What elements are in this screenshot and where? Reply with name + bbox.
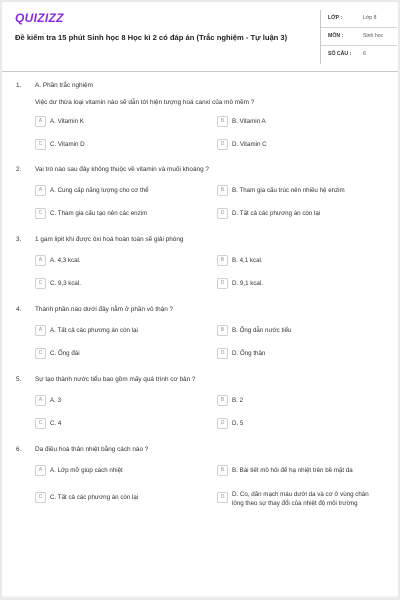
question-number: 4. — [16, 306, 22, 313]
option-letter-box: C — [35, 492, 46, 503]
question-text: Da điều hoà thân nhiệt bằng cách nào ? — [35, 446, 149, 453]
question-text: 1 gam lipit khi được ôxi hoá hoàn toàn sẽ giải phóng — [35, 236, 184, 243]
option-letter-box: B — [217, 325, 228, 336]
option-text: B. Ống dẫn nước tiểu — [232, 327, 292, 334]
meta-count-value: 6 — [363, 51, 366, 57]
option-letter-box: C — [35, 139, 46, 150]
option-text: A. Lớp mỡ giúp cách nhiệt — [50, 467, 123, 474]
option-letter-box: A — [35, 116, 46, 127]
option-letter-box: B — [217, 395, 228, 406]
option-letter-box: B — [217, 116, 228, 127]
meta-subject-value: Sinh học — [363, 33, 384, 39]
option-text: B. 2 — [232, 397, 244, 404]
question-subtext: Việc dư thừa loại vitamin nào sẽ dẫn tới hiện tượng hoá canxi của mô mềm ? — [35, 99, 255, 106]
option-letter-box: A — [35, 465, 46, 476]
option-letter-box: A — [35, 325, 46, 336]
meta-class-label: LỚP : — [328, 15, 343, 21]
option-letter-box: B — [217, 465, 228, 476]
option-letter-box: A — [35, 395, 46, 406]
option-letter-box: A — [35, 255, 46, 266]
worksheet-page — [2, 2, 398, 598]
option-letter-box: B — [217, 185, 228, 196]
option-letter-box: D — [217, 278, 228, 289]
option-text: C. Ống đái — [50, 350, 80, 357]
option-text: D. Tất cả các phương án còn lại — [232, 210, 321, 217]
meta-subject — [321, 28, 397, 44]
option-letter-box: D — [217, 492, 228, 503]
option-text: C. 4 — [50, 420, 62, 427]
option-text: C. Tham gia cấu tạo nên các enzim — [50, 210, 148, 217]
option-letter-box: D — [217, 418, 228, 429]
question-number: 2. — [16, 166, 22, 173]
option-text: A. 3 — [50, 397, 62, 404]
option-letter-box: C — [35, 418, 46, 429]
question-text: Vai trò nào sau đây không thuộc về vitamin và muối khoáng ? — [35, 166, 209, 173]
option-text: D. Vitamin C — [232, 141, 267, 148]
option-text: B. Bài tiết mồ hôi để hạ nhiệt trên bề mặt da — [232, 467, 353, 474]
meta-box — [320, 10, 396, 64]
option-letter-box: B — [217, 255, 228, 266]
option-text: D. 5 — [232, 420, 244, 427]
option-text: C. Tất cả các phương án còn lại — [50, 494, 139, 501]
option-text: B. 4,1 kcal. — [232, 257, 263, 264]
option-text: C. Vitamin D — [50, 141, 85, 148]
option-text: B. Tham gia cấu trúc nên nhiều hệ enzim — [232, 187, 345, 194]
question-text: Sự tạo thành nước tiểu bao gồm mấy quá trình cơ bản ? — [35, 376, 196, 383]
option-letter-box: D — [217, 139, 228, 150]
page-title: Đề kiểm tra 15 phút Sinh học 8 Học kì 2 có đáp án (Trắc nghiệm - Tự luận 3) — [15, 33, 288, 42]
option-letter-box: D — [217, 348, 228, 359]
option-letter-box: C — [35, 348, 46, 359]
worksheet-header — [2, 2, 398, 72]
meta-count-label: SỐ CÂU : — [328, 51, 352, 57]
meta-count — [321, 46, 397, 62]
question-number: 5. — [16, 376, 22, 383]
option-text: A. Cung cấp năng lượng cho cơ thể — [50, 187, 149, 194]
option-text: B. Vitamin A — [232, 118, 266, 125]
option-letter-box: D — [217, 208, 228, 219]
question-number: 1. — [16, 82, 22, 89]
option-letter-box: C — [35, 208, 46, 219]
option-letter-box: C — [35, 278, 46, 289]
option-letter-box: A — [35, 185, 46, 196]
option-text: A. 4,3 kcal. — [50, 257, 81, 264]
question-number: 6. — [16, 446, 22, 453]
meta-class — [321, 10, 397, 26]
option-text: D. 9,1 kcal. — [232, 280, 263, 287]
question-text: A. Phần trắc nghiệm — [35, 82, 93, 89]
option-text: D. Ống thận — [232, 350, 266, 357]
option-text: A. Tất cả các phương án còn lại — [50, 327, 138, 334]
option-text: D. Co, dãn mạch máu dưới da và cơ ở vùng chân lông theo sự thay đổi của nhiệt độ môi trường — [232, 491, 369, 507]
footer-divider — [2, 596, 398, 598]
meta-subject-label: MÔN : — [328, 33, 344, 39]
quizizz-logo: QUIZIZZ — [15, 11, 64, 25]
question-number: 3. — [16, 236, 22, 243]
option-text: C. 9,3 kcal. — [50, 280, 81, 287]
option-text: A. Vitamin K — [50, 118, 84, 125]
meta-class-value: Lớp 8 — [363, 15, 377, 21]
question-text: Thành phần nào dưới đây nằm ở phần vỏ thận ? — [35, 306, 174, 313]
